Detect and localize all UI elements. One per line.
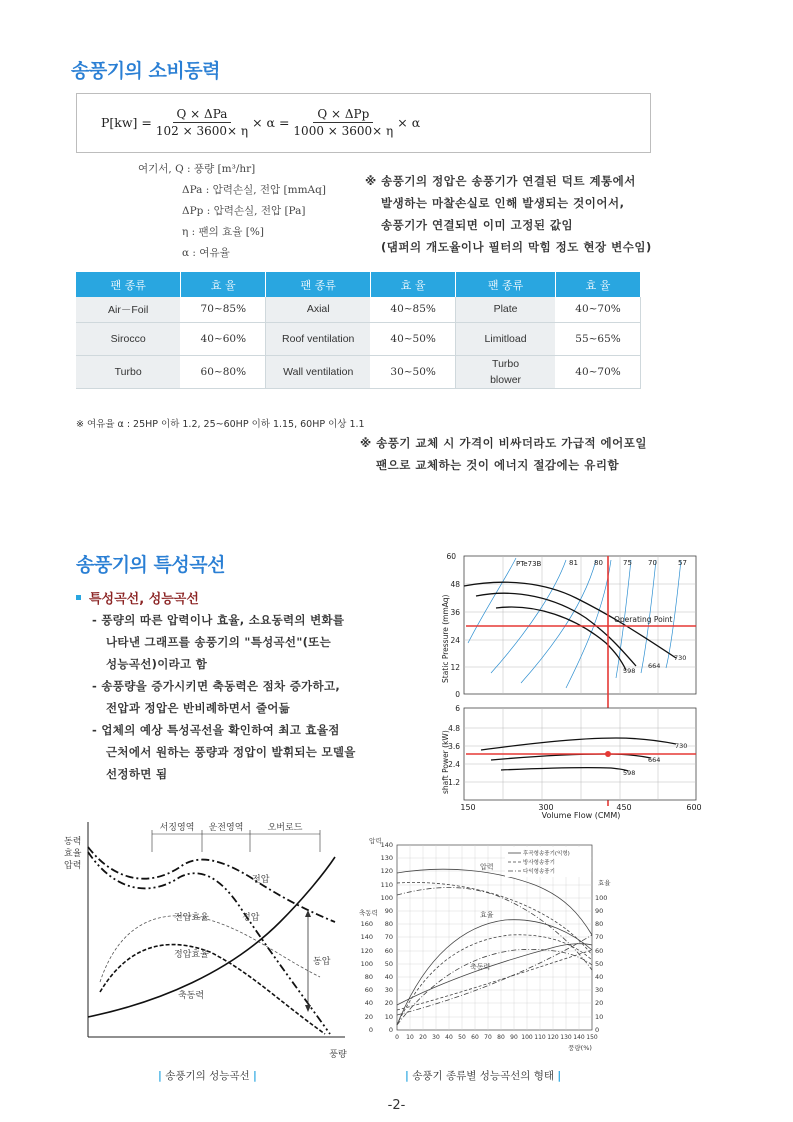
bullet-square-icon <box>76 595 81 600</box>
note-line: ※ 송풍기 교체 시 가격이 비싸더라도 가급적 에어포일 <box>360 436 647 450</box>
curve-label: 730 <box>674 654 687 662</box>
y-tick: 60 <box>364 986 373 994</box>
y-tick: 6 <box>455 704 460 713</box>
table-cell: 30~50% <box>371 355 456 388</box>
table-cell: Turbo blower <box>456 355 556 388</box>
table-header: 팬 종류 <box>456 272 556 297</box>
curve-label: 664 <box>648 756 661 764</box>
power-axis-label: 축동력 <box>359 909 378 917</box>
curve-label: 598 <box>623 769 636 777</box>
y-tick: 90 <box>384 907 393 915</box>
formula-num2: Q × ΔPp <box>313 107 373 123</box>
y-tick: 130 <box>380 854 393 862</box>
y-tick: 70 <box>384 933 393 941</box>
y-tick: 110 <box>380 881 393 889</box>
y-tick: 20 <box>364 1013 373 1021</box>
y-tick: 60 <box>595 947 604 955</box>
y-tick: 40 <box>384 973 393 981</box>
page-number: -2- <box>387 1098 406 1113</box>
y-tick: 0 <box>388 1026 393 1034</box>
y-tick: 24 <box>450 636 460 645</box>
formula-num1: Q × ΔPa <box>173 107 232 123</box>
arrow-head-icon <box>305 1005 311 1012</box>
curve-label-power: 축동력 <box>470 963 491 971</box>
curve-label-shaft-power: 축동력 <box>178 991 205 1001</box>
y-tick: 140 <box>380 841 393 849</box>
y-tick: 30 <box>595 986 604 994</box>
curve-label: 57 <box>678 559 687 567</box>
y-tick: 50 <box>384 960 393 968</box>
x-tick: 60 <box>471 1034 479 1041</box>
caption-bar: | <box>158 1070 162 1082</box>
formula-lhs: P[kw] = <box>101 115 152 130</box>
table-cell: 40~70% <box>556 355 641 388</box>
table-cell: 70~85% <box>181 297 266 322</box>
y-tick: 0 <box>368 1026 373 1034</box>
def-eta: η : 팬의 효율 [%] <box>182 226 264 238</box>
x-tick: 100 <box>521 1034 533 1041</box>
formula-tail: × α <box>397 115 421 130</box>
desc-line: 성능곡선)이라고 함 <box>106 657 208 671</box>
formula-den1: 102 × 3600× η <box>155 124 249 138</box>
desc-line: - 송풍량을 증가시키면 축동력은 점차 증가하고, <box>92 679 341 693</box>
y-tick: 100 <box>360 960 373 968</box>
table-cell: Axial <box>266 297 371 322</box>
table-cell: Wall ventilation <box>266 355 371 388</box>
x-axis-label: Volume Flow (CMM) <box>541 811 621 820</box>
x-tick: 150 <box>460 803 476 812</box>
desc-line: 선정하면 됨 <box>106 767 168 781</box>
note-line: 팬으로 교체하는 것이 에너지 절감에는 유리함 <box>376 458 620 472</box>
table-header-row <box>76 272 641 297</box>
arrow-head-icon <box>305 910 311 917</box>
legend-label: 다익형송풍기 <box>523 869 555 875</box>
efficiency-ticks <box>595 894 607 1034</box>
x-tick: 10 <box>406 1034 414 1041</box>
y-tick: 48 <box>450 580 460 589</box>
y-tick: 3.6 <box>448 742 460 751</box>
note-line: (댐퍼의 개도율이나 필터의 막힘 정도 현장 변수임) <box>381 240 652 254</box>
note-line: 발생하는 마찰손실로 인해 발생되는 것이어서, <box>381 196 625 210</box>
y-tick: 80 <box>595 920 604 928</box>
table-cell: 40~50% <box>371 322 456 355</box>
x-tick: 450 <box>616 803 632 812</box>
table-header: 효 율 <box>556 272 641 297</box>
y-tick: 90 <box>595 907 604 915</box>
x-axis-label: 풍량 <box>329 1050 347 1060</box>
fraction-1 <box>156 107 248 138</box>
desc-line: 전압과 정압은 반비례하면서 줄어듦 <box>106 701 291 715</box>
note-airfoil <box>360 432 647 476</box>
curve-label-total-efficiency: 전압효율 <box>174 913 209 923</box>
desc-line: - 풍량의 따른 압력이나 효율, 소요동력의 변화를 <box>92 613 345 627</box>
y-tick: 36 <box>450 608 460 617</box>
y-tick: 1.2 <box>448 778 460 787</box>
formula-box <box>76 93 651 153</box>
x-tick: 40 <box>445 1034 453 1041</box>
caption-text: 송풍기 종류별 성능곡선의 형태 <box>412 1070 555 1082</box>
def-q: 여기서, Q : 풍량 [m³/hr] <box>138 163 256 175</box>
table-header: 효 율 <box>371 272 456 297</box>
caption-fan-type <box>405 1068 561 1083</box>
operating-point-marker <box>605 751 611 757</box>
caption-bar: | <box>557 1070 562 1082</box>
note-line: ※ 송풍기의 정압은 송풍기가 연결된 덕트 계통에서 <box>365 174 636 188</box>
x-tick: 140 <box>573 1034 585 1041</box>
x-tick: 80 <box>497 1034 505 1041</box>
curve-label-static-efficiency: 정압효율 <box>174 950 209 960</box>
pressure-axis-label: 압력 <box>369 837 382 845</box>
fan-efficiency-table <box>76 272 641 389</box>
curve-label-efficiency: 효율 <box>480 911 494 919</box>
fan-type-comparison-chart <box>355 835 615 1060</box>
y-tick: 10 <box>595 1013 604 1021</box>
y-axis-label: 효율 <box>64 849 82 859</box>
table-cell: Air－Foil <box>76 297 181 322</box>
pressure-ticks <box>381 841 393 1034</box>
static-efficiency-curve <box>100 945 325 1034</box>
caption-text: 송풍기의 성능곡선 <box>165 1070 250 1082</box>
desc-line: 나타낸 그래프를 송풍기의 "특성곡선"(또는 <box>106 635 332 649</box>
y-axis-label: 동력 <box>64 837 82 847</box>
x-tick: 0 <box>395 1034 399 1041</box>
note-line: 송풍기가 연결되면 이미 고정된 값임 <box>381 218 574 232</box>
x-tick: 70 <box>484 1034 492 1041</box>
x-tick: 120 <box>547 1034 559 1041</box>
pressure-axis-label: Static Pressure (mmAq) <box>441 594 450 683</box>
curve-label: 598 <box>623 667 636 675</box>
total-efficiency-curve <box>100 916 320 982</box>
y-tick: 20 <box>384 999 393 1007</box>
curve-label: 75 <box>623 559 632 567</box>
formula-definitions <box>138 159 326 264</box>
power-axis-label: shaft Power (kW) <box>441 730 450 794</box>
y-tick: 50 <box>595 960 604 968</box>
y-tick: 140 <box>360 933 373 941</box>
x-axis-label: 풍량(%) <box>568 1044 592 1052</box>
curve-label: 664 <box>648 662 661 670</box>
y-tick: 4.8 <box>448 724 460 733</box>
region-label-surging: 서징영역 <box>159 823 195 833</box>
table-row <box>76 297 641 322</box>
formula-den2: 1000 × 3600× η <box>293 124 394 138</box>
formula-mid: × α = <box>252 115 290 130</box>
operating-point-label: Operating Point <box>614 615 673 624</box>
section-title-characteristic: 송풍기의 특성곡선 <box>76 554 225 576</box>
y-tick: 120 <box>380 867 393 875</box>
y-tick: 40 <box>364 999 373 1007</box>
def-pp: ΔPp : 압력손실, 전압 [Pa] <box>182 205 306 217</box>
y-tick: 80 <box>364 973 373 981</box>
section-title-power: 송풍기의 소비동력 <box>71 60 220 82</box>
table-cell: Limitload <box>456 322 556 355</box>
y-tick: 100 <box>380 894 393 902</box>
bullet-heading <box>76 588 199 607</box>
x-ticks <box>395 1034 598 1041</box>
def-pa: ΔPa : 압력손실, 전압 [mmAq] <box>182 184 326 196</box>
y-tick: 60 <box>446 552 456 561</box>
characteristic-description <box>92 609 356 785</box>
table-cell: 40~70% <box>556 297 641 322</box>
table-footnote: ※ 여유율 α : 25HP 이하 1.2, 25~60HP 이하 1.15, 60HP 이상 1.1 <box>76 419 365 430</box>
legend-label: 후곡형송풍기(익형) <box>523 851 570 857</box>
fraction-2 <box>293 107 393 138</box>
shaft-power-curve <box>88 857 335 1017</box>
x-tick: 600 <box>686 803 702 812</box>
table-cell: 40~60% <box>181 322 266 355</box>
table-cell: Sirocco <box>76 322 181 355</box>
x-tick: 20 <box>419 1034 427 1041</box>
x-tick: 110 <box>534 1034 546 1041</box>
table-cell: 60~80% <box>181 355 266 388</box>
curve-label: 81 <box>569 559 578 567</box>
region-label-overload: 오버로드 <box>267 823 303 833</box>
table-row <box>76 355 641 388</box>
table-cell: Plate <box>456 297 556 322</box>
x-tick: 90 <box>510 1034 518 1041</box>
curve-label: PTe73B <box>516 560 542 568</box>
y-tick: 100 <box>595 894 608 902</box>
y-tick: 10 <box>384 1013 393 1021</box>
bullet-title: 특성곡선, 성능곡선 <box>89 592 199 607</box>
y-tick: 60 <box>384 947 393 955</box>
y-tick: 0 <box>595 1026 600 1034</box>
power-ticks <box>361 920 373 1034</box>
curve-label-dynamic-pressure: 동압 <box>313 957 331 967</box>
table-cell: Turbo <box>76 355 181 388</box>
region-label-operating: 운전영역 <box>208 823 244 833</box>
table-cell: Roof ventilation <box>266 322 371 355</box>
y-tick: 70 <box>595 933 604 941</box>
y-axis-label: 압력 <box>64 861 82 871</box>
static-pressure-curve <box>88 852 330 1034</box>
y-tick: 30 <box>384 986 393 994</box>
y-tick: 20 <box>595 999 604 1007</box>
table-cell: 55~65% <box>556 322 641 355</box>
table-row <box>76 322 641 355</box>
performance-curve-diagram <box>60 812 360 1062</box>
efficiency-axis-label: 효율 <box>598 879 611 887</box>
y-tick: 0 <box>455 690 460 699</box>
def-alpha: α : 여유율 <box>182 247 230 259</box>
curve-label: 730 <box>675 742 688 750</box>
y-tick: 2.4 <box>448 760 460 769</box>
x-tick: 300 <box>538 803 554 812</box>
x-tick: 130 <box>560 1034 572 1041</box>
table-header: 팬 종류 <box>76 272 181 297</box>
caption-bar: | <box>253 1070 257 1082</box>
y-tick: 12 <box>450 663 460 672</box>
y-tick: 40 <box>595 973 604 981</box>
desc-line: - 업체의 예상 특성곡선을 확인하여 최고 효율점 <box>92 723 340 737</box>
table-header: 팬 종류 <box>266 272 371 297</box>
curve-label: 80 <box>594 559 603 567</box>
curve-label-total-pressure: 전압 <box>252 875 270 885</box>
x-tick: 50 <box>458 1034 466 1041</box>
curve-label-pressure: 압력 <box>480 863 494 871</box>
y-tick: 160 <box>360 920 373 928</box>
x-tick: 150 <box>586 1034 598 1041</box>
desc-line: 근처에서 원하는 풍량과 정압이 발휘되는 모델을 <box>106 745 356 759</box>
fan-performance-chart <box>436 548 706 823</box>
table-cell: 40~85% <box>371 297 456 322</box>
curve-label-static-pressure: 정압 <box>242 913 260 923</box>
legend-label: 방사형송풍기 <box>523 860 555 866</box>
y-tick: 120 <box>360 947 373 955</box>
x-tick: 30 <box>432 1034 440 1041</box>
note-static-pressure <box>365 170 652 258</box>
caption-performance-curve <box>158 1068 257 1083</box>
y-tick: 80 <box>384 920 393 928</box>
table-header: 효 율 <box>181 272 266 297</box>
caption-bar: | <box>405 1070 409 1082</box>
curve-label: 70 <box>648 559 657 567</box>
